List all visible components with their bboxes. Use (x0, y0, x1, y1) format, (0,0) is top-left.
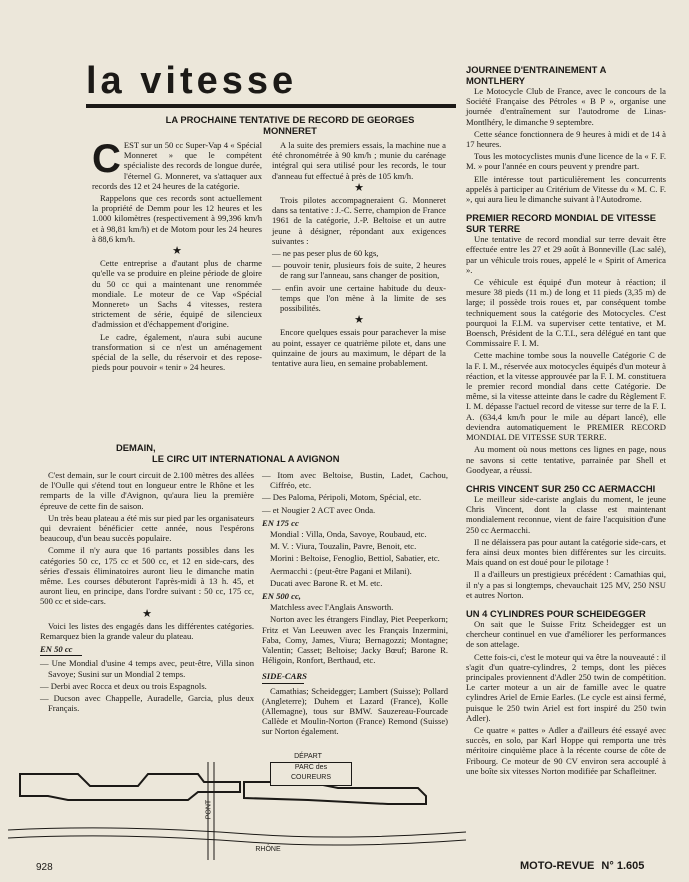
dropcap-letter: C (92, 137, 121, 181)
entry-item: — Itom avec Beltoise, Bustin, Ladet, Cachou, Ciffréo, etc. (262, 470, 448, 491)
parc-label-line-1: PARC des (294, 764, 328, 771)
avignon-p2: Un très beau plateau a été mis sur pied par les organisateurs qui devraient bénéficier cette année, nous l'espérons beaucoup, d'un beau succès populaire. (40, 512, 254, 544)
category-175cc: EN 175 cc (262, 517, 299, 528)
record-p1: Une tentative de record mondial sur terre devait être effectuée entre les 27 et 29 août à Bonneville (Lac salé), par un véhicule trois roues, appelé le « Spirit of America ». (466, 234, 666, 275)
star-separator: ★ (354, 314, 364, 327)
category-500cc: EN 500 cc, (262, 591, 301, 602)
record-p3: Cette machine tombe sous la nouvelle Catégorie C de la F. I. M., réservée aux motocycles équipés d'un moteur à réaction, et la vitesse approuvée par la F. I. M. constituera le premier record mondial dans cette Catégorie. De même, si la vitesse atteinte dans le cadre du Règlement F. I. M. dépasse l'actuel record de vitesse sur terre de la F. I. A. (634,4 km/h pour le mile au départ lancé), elle deviendra automatiquement le PREMIER RECORD MONDIAL DE VITESSE SUR TERRE. (466, 350, 666, 443)
avignon-heading-block (116, 442, 446, 464)
right-column (466, 64, 666, 778)
entry-item: — Derbi avec Rocca et deux ou trois Espagnols. (40, 680, 207, 691)
avignon-kicker: DEMAIN, (116, 442, 156, 453)
montlhery-p3: Tous les motocyclistes munis d'une licence de la « F. F. M. » pour l'année en cours peuvent y prendre part. (466, 151, 666, 172)
star-separator: ★ (172, 245, 182, 258)
requirement-item: — enfin avoir une certaine habitude du deux-temps que l'on mène à la limite de ses possibilités. (272, 282, 446, 314)
entry-item: M. V. : Viura, Touzalin, Pavre, Benoit, etc. (270, 541, 417, 552)
monneret-p3: Cette entreprise a d'autant plus de charme qu'elle va se produire en pleine période de gloire du 50 cc qui a maintenant une renommée mondiale. Le moteur de ce Vap «Spécial Monneret» un Sachs 4 vitesses, restera strictement de série, équipé de silencieux d'admission et d'échappement d'origine. (92, 258, 262, 330)
avignon-p1: C'est demain, sur le court circuit de 2.100 mètres des allées de l'Oulle qui s'étend tout en longueur entre le Rhône et les remparts de la ville d'Avignon, qu'aura lieu la première épreuve de cette fin de saison. (40, 470, 254, 511)
entry-item: — Des Paloma, Péripoli, Motom, Spécial, etc. (262, 492, 422, 503)
record-heading: PREMIER RECORD MONDIAL DE VITESSE SUR TERRE (466, 212, 656, 235)
entry-item: — Ducson avec Chappelle, Auradelle, Garcia, plus deux Français. (40, 693, 254, 714)
entry-item: Aermacchi : (peut-être Pagani et Milani). (270, 565, 412, 576)
page-number: 928 (36, 862, 53, 873)
avignon-column-2 (262, 470, 448, 739)
issue-number: N° 1.605 (601, 860, 645, 872)
star-separator: ★ (354, 181, 364, 194)
section-title: la vitesse (86, 60, 298, 102)
record-p2: Ce véhicule est équipé d'un moteur à réaction; il mesure 38 pieds (11 m.) de long et 11 pieds (3,35 m) de large; il possède trois roues et, par conséquent tombe techniquement sous la catégorie des Motocycles. C'est pourquoi la F.I.M. va superviser cette tentative, et M. Boensch, Président de la C.T.I., sera délégué en tant que Commissaire F. I. M. (466, 277, 666, 349)
parc-label-line-2: COUREURS (290, 774, 332, 781)
scheidegger-p1: On sait que le Suisse Fritz Scheidegger est un chercheur continuel en vue d'améliorer les performances de son attelage. (466, 618, 666, 650)
entry-item: Morini : Beltoise, Fenoglio, Bettiol, Sabatier, etc. (270, 553, 440, 564)
avignon-p3: Comme il n'y aura que 16 partants possibles dans les catégories 50 cc, 175 cc et 500 cc, et 12 en side-cars, des séries d'essais éliminatoires auront lieu le dimanche matin même. Les courses débuteront l'après-midi à 13 h. 45, et auront lieu, en principe, dans l'ordre suivant : 50 cc, 175 cc, 500 cc et side-cars. (40, 545, 254, 607)
rhone-label: RHÔNE (255, 846, 281, 853)
vincent-p3: Il a d'ailleurs un prestigieux précédent : Camathias qui, il n'y a pas si longtemps, chevauchait 125 MV, 250 NSU et autres Norton. (466, 569, 666, 600)
requirement-item: — pouvoir tenir, plusieurs fois de suite, 2 heures de rang sur l'anneau, sans changer de position, (272, 260, 446, 281)
title-rule (86, 104, 456, 108)
vincent-p1: Le meilleur side-cariste anglais du moment, le jeune Chris Vincent, dont la classe est maintenant mondialement reconnue, vient de faire l'acquisition d'une 250 cc Aermacchi. (466, 493, 666, 535)
avignon-heading: LE CIRC UIT INTERNATIONAL A AVIGNON (152, 453, 340, 464)
entry-item: Matchless avec l'Anglais Answorth. (270, 602, 394, 613)
entry-item: Norton avec les étrangers Findlay, Piet Peeperkorn; Fritz et Van Leeuwen avec les Français Inzermini, Faba, Comy, James, Viura; Bernagozzi; Montagne; Valentin; Casset; Beltoise; Jacky Bœuf; Barone R. Héligoin, Ronfort, Berthaud, etc. (262, 614, 448, 666)
record-p4: Au moment où nous mettons ces lignes en page, nous ne savons si cette tentative, parrainée par Shell et Goodyear, a réussi. (466, 444, 666, 475)
monneret-p5: A la suite des premiers essais, la machine nue a été chronométrée à 90 km/h ; munie du carénage intégral qui sera utilisé pour les records, le tour d'anneau fut effectué à près de 105 km/h. (272, 140, 446, 181)
requirement-item: — ne pas peser plus de 60 kgs, (272, 248, 379, 259)
montlhery-p2: Cette séance fonctionnera de 9 heures à midi et de 14 à 17 heures. (466, 128, 666, 150)
monneret-p4: Le cadre, également, n'aura subi aucune transformation si ce n'est un aménagement spécial de la selle, du réservoir et des repose-pieds pour pouvoir « tenir » 24 heures. (92, 331, 262, 373)
scheidegger-p3: Ce quatre « pattes » Adler a d'ailleurs été essayé avec succès, en solo, par Karl Hoppe qui remporta une très méritoire cinquième place à la récente course de côte de Fribourg. Ce moteur de 90 CV environ sera accouplé à une boîte six vitesses Norton modifiée par Schafleitner. (466, 724, 666, 776)
monneret-p1: EST sur un 50 cc Super-Vap 4 « Spécial Monneret » que le compétent spécialiste des records de longue durée, l'éternel G. Monneret, va s'attaquer aux records des 12 et 24 heures de la catégorie. (92, 140, 262, 191)
parc-coureurs-box (270, 762, 352, 786)
circuit-map (8, 752, 466, 860)
entry-item: Mondial : Villa, Onda, Savoye, Roubaud, etc. (270, 529, 427, 540)
monneret-column-2 (272, 140, 446, 370)
avignon-p4: Voici les listes des engagés dans les différentes catégories. Remarquez bien la grande valeur du plateau. (40, 620, 254, 642)
monneret-heading: LA PROCHAINE TENTATIVE DE RECORD DE GEORGES MONNERET (165, 114, 415, 136)
vincent-heading: CHRIS VINCENT SUR 250 CC AERMACCHI (466, 482, 656, 494)
magazine-name (520, 860, 644, 872)
pont-label: PONT (205, 799, 213, 820)
avignon-column-1 (40, 470, 254, 715)
entry-item: — Une Mondial d'usine 4 temps avec, peut-être, Villa sinon Savoye; Susini sur un Mondial 2 temps. (40, 658, 254, 679)
depart-label: DÉPART (278, 752, 338, 762)
magazine-title: MOTO-REVUE (520, 860, 595, 872)
monneret-column-1 (92, 137, 262, 374)
star-separator: ★ (142, 607, 152, 620)
category-sidecars: SIDE-CARS (262, 671, 307, 682)
monneret-heading-block (140, 114, 440, 136)
montlhery-p4: Elle intéresse tout particulièrement les concurrents appelés à participer au Critérium de Vitesse du « M. C. F. », qui aura lieu le dimanche suivant à l'Autodrome. (466, 173, 666, 205)
vincent-p2: Il ne délaissera pas pour autant la catégorie side-cars, et fera ainsi deux montes bien différentes sur les circuits. Mais quand on est doué pour le pilotage ! (466, 536, 666, 568)
montlhery-heading: JOURNEE D'ENTRAINEMENT A MONTLHERY (466, 64, 607, 86)
category-50cc: EN 50 cc (40, 644, 73, 655)
monneret-p7: Encore quelques essais pour parachever la mise au point, essayer ce quatrième pilote et, dans une quinzaine de jours au maximum, le départ de la tentative aura lieu, en semaine probablement. (272, 327, 446, 369)
scheidegger-heading: UN 4 CYLINDRES POUR SCHEIDEGGER (466, 607, 646, 619)
entry-item: Camathias; Scheidegger; Lambert (Suisse); Pollard (Angleterre); Duhem et Lazard (France), Kolle (Allemagne), tous sur BMW. Sauzereau-Fourcade Callède et Moulin-Norton (France) Remond (Suisse) sur Norton également. (262, 685, 448, 737)
monneret-p2: Rappelons que ces records sont actuellement la propriété de Demm pour les 12 heures et les 1.000 kilomètres (respectivement à 99,396 km/h et à 98,81 km/h) et de Motom pour les 24 heures à 88,6 km/h. (92, 193, 262, 244)
monneret-p6: Trois pilotes accompagneraient G. Monneret dans sa tentative : J.-C. Serre, champion de France 1961 de la catégorie, J.-P. Beltoise et un autre jeune à désigner, répondant aux exigences suivantes : (272, 195, 446, 246)
circuit-map-drawing (8, 752, 466, 860)
scheidegger-p2: Cette fois-ci, c'est le moteur qui va être la nouveauté : il s'agit d'un quatre-cylindres, 2 temps, dont les pièces principales proviennent d'Adler 250 twin de compétition. Le carter moteur a un air de famille avec le quatre cylindres Ariel de Ernie Earles. (Le cycle est ainsi fermé, puisque le 250 twin Ariel est fort inspiré du 250 twin Adler). (466, 651, 666, 723)
entry-item: Ducati avec Barone R. et M. etc. (270, 577, 383, 588)
category-underline (262, 683, 304, 684)
category-underline (40, 655, 82, 656)
montlhery-p1: Le Motocycle Club de France, avec le concours de la Société Française des Pétroles « B P », organise une journée d'entraînement sur l'autodrome de Linas-Montlhéry, le dimanche 9 septembre. (466, 86, 666, 127)
entry-item: — et Nougier 2 ACT avec Onda. (262, 504, 376, 515)
